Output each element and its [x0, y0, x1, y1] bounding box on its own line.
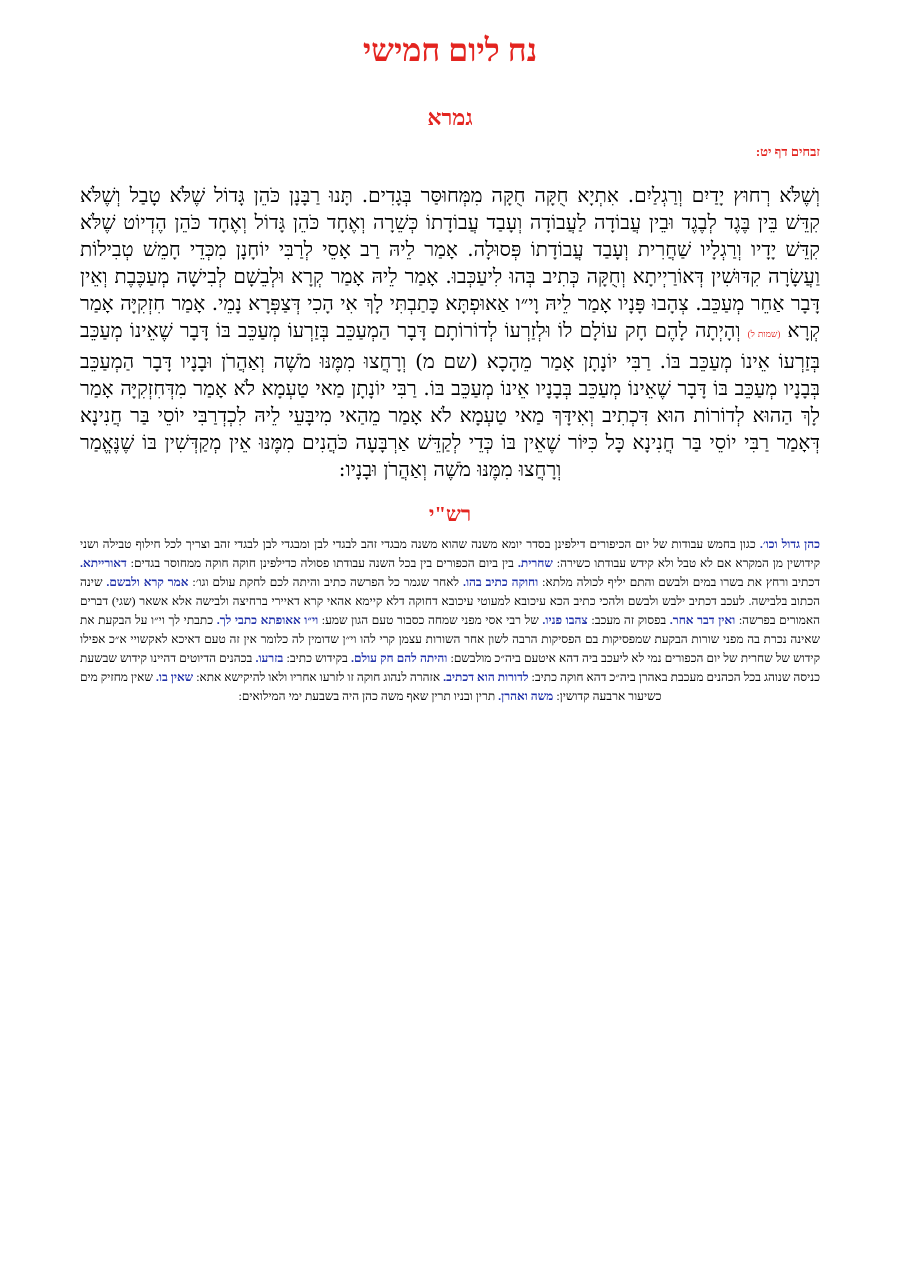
rashi-text-1: כגון בחמש עבודות של יום הכיפורים דילפינן בסדר יומא משנה שהוא משנה מבגדי זהב לבגדי לבן ומבגדי לבן לבגדי זהב וצריך לכל חילוף טבילה ושני קידושין מן המקרא אם לא טבל ולא קידש עבודתו כשירה:	[80, 537, 820, 570]
rashi-heading-11: לדורות הוא דכתיב.	[443, 670, 529, 684]
rashi-text-6: בפסוק זה מעכב:	[587, 613, 670, 627]
gemara-text	[80, 182, 820, 483]
gemara-part-2: וְהָיְתָה לָהֶם חָק עוֹלָם לוֹ וּלְזַרְעוֹ לְדוֹרוֹתָם דָּבָר הַמְעַכֵּב בְּזַרְעוֹ מְעַכֵּב בּוֹ דָּבָר שֶׁאֵינוֹ מְעַכֵּב בְּזַרְעוֹ אֵינוֹ מְעַכֵּב בּוֹ. רַבִּי יוֹנָתָן אָמַר מֵהָכָא (שם מ) וְרָחֲצוּ מִמֶּנּוּ מֹשֶׁה וְאַהֲרֹן וּבָנָיו דָּבָר הַמְעַכֵּב בְּבָנָיו מְעַכֵּב בּוֹ דָּבָר שֶׁאֵינוֹ מְעַכֵּב בְּבָנָיו אֵינוֹ מְעַכֵּב בּוֹ. רַבִּי יוֹנָתָן מַאי טַעְמָא לֹא אָמַר מִדְּחִזְקִיָּה אָמַר לָךְ הַהוּא לְדוֹרוֹת הוּא דִּכְתִיב וְאִידָּךְ מַאי טַעְמָא לֹא אָמַר מֵהַאי מִיבָּעֵי לֵיהּ לִכְדְרַבִּי יוֹסֵי בַּר חֲנִינָא דְּאָמַר רַבִּי יוֹסֵי בַּר חֲנִינָא כָּל כִּיּוֹר שֶׁאֵין בּוֹ כְּדֵי לְקַדֵּשׁ אַרְבָּעָה כֹּהֲנִים מִמֶּנּוּ אֵין מְקַדְּשִׁין בּוֹ שֶׁנֶּאֱמַר וְרָחֲצוּ מִמֶּנּוּ מֹשֶׁה וְאַהֲרֹן וּבָנָיו:	[80, 318, 820, 481]
rashi-heading-7: צהבו פניו.	[542, 613, 588, 627]
rashi-heading-13: משה ואהרן.	[498, 689, 554, 703]
rashi-text-2: בין ביום הכפורים בין בכל השנה עבודתו פסולה כדילפינן חוקה חוקה ממחוסר בגדים:	[126, 556, 518, 570]
rashi-heading-2: שחרית.	[517, 556, 553, 570]
rashi-text-4: לאחר שגמר כל הפרשה כתיב והיתה לכם לחקת עולם וגו׳:	[188, 575, 463, 589]
rashi-text-7: של רבי אסי מפני שמחה כסבור טעם הגון שמע:	[318, 613, 543, 627]
rashi-heading-12: שאין בו.	[155, 670, 194, 684]
rashi-heading-10: בזרעו.	[255, 651, 284, 665]
daf-reference: זבחים דף יט:	[755, 144, 820, 159]
rashi-text-5: שינה הכתוב בלבישה. לעכב דכתיב ילבש ולבשם ולהכי כתיב הכא עיכובא למעוטי עיכובא דחוקה דלא קיימא אהאי קרא דאיירי ברחיצה ולבישה אלא אשאר (שגי) דברים האמורים בפרשה:	[80, 575, 820, 627]
rashi-heading-4: וחוקה כתיב בהו.	[462, 575, 539, 589]
rashi-text-13: תרין ובניו תרין שאף משה כהן היה בשבעת ימי המילואים:	[238, 689, 499, 703]
rashi-heading-5: אמר קרא ולבשם.	[106, 575, 189, 589]
rashi-heading-6: ואין דבר אחר.	[669, 613, 736, 627]
rashi-text-11: אזהרה לנהוג חוקה זו לזרעו אחריו ולאו להיקישא אתא:	[193, 670, 444, 684]
section-title-gemara: גמרא	[427, 105, 473, 130]
rashi-text-3: דכתיב ורחץ את בשרו במים ולבשם והתם יליף לכולה מלתא:	[538, 575, 821, 589]
rashi-text-8: כתבתי לך וי״ו על הבקעת את שאינה נכרת בה מפני שורות הבקעת שמפסיקות בם הפסיקות הרבה לשון אחר השורות עצמן קרי להו וי״ן שדומין לה כלומר אין זה טעם דאיכא לאקשויי א״כ אפילו קידוש של שחרית של יום הכפורים נמי לא ליעכב ביה דהא איטעם ביה״כ מולבשם:	[80, 613, 821, 665]
rashi-heading-1: כהן גדול וכו׳.	[759, 537, 820, 551]
rashi-heading-9: והיתה להם חק עולם.	[350, 651, 448, 665]
rashi-text-12: שאין מחזיק מים כשיעור ארבעה קדושין:	[80, 670, 662, 703]
gemara-part-1: וְשֶׁלֹּא רְחוּץ יָדַיִם וְרַגְלַיִם. אִתְיָא חֻקָּה חֻקָּה מִמְּחוּסַּר בְּגָדִים. תָּנוּ רַבָּנָן כֹּהֵן גָּדוֹל שֶׁלֹּא טָבַל וְשֶׁלֹּא קִדֵּשׁ בֵּין בֶּגֶד לְבֶגֶד וּבֵין עֲבוֹדָה לַעֲבוֹדָה וְעָבַד עֲבוֹדָתוֹ כְּשֵׁרָה וְאֶחָד כֹּהֵן גָּדוֹל וְאֶחָד כֹּהֵן הֶדְיוֹט שֶׁלֹּא קִדֵּשׁ יָדָיו וְרַגְלָיו שַׁחֲרִית וְעָבַד עֲבוֹדָתוֹ פְּסוּלָה. אָמַר לֵיהּ רַב אָסֵי לְרַבִּי יוֹחָנָן מִכְּדֵי חָמֵשׁ טְבִילוֹת וַעֲשָׂרָה קִדּוּשִׁין דְּאוֹרַיְיתָא וְחֻקָּה כְּתִיב בְּהוּ לִיעַכְּבוּ. אָמַר לֵיהּ אָמַר קְרָא וּלְבֵשָׁם לְבִישָׁה מְעַכֶּבֶת וְאֵין דָּבָר אַחֵר מְעַכֵּב. צְהָבוּ פָּנָיו אָמַר לֵיהּ וָי״ו אַאוּפְתָּא כָּתַבְתִּי לָךְ אִי הָכִי דְּצַפְּרָא נָמֵי. אָמַר חִזְקִיָּה אָמַר קְרָא	[80, 183, 821, 342]
section-title-rashi: רש"י	[428, 502, 472, 526]
verse-reference: (שמות ל)	[747, 329, 781, 339]
rashi-text-10: בכהנים הדיוטים דהיינו קידוש שבשעת כניסה שנוהג בכל הכהנים מעכבת באהרן ביה״כ דהא חוקה כתיב:	[80, 651, 820, 684]
rashi-heading-8: וי״ו אאופתא כתבי לך.	[216, 613, 319, 627]
rashi-heading-3: דאורייתא.	[80, 556, 127, 570]
rashi-commentary	[80, 535, 820, 706]
page-title: נח ליום חמישי	[362, 32, 538, 68]
rashi-text-9: בקידוש כתיב:	[283, 651, 351, 665]
